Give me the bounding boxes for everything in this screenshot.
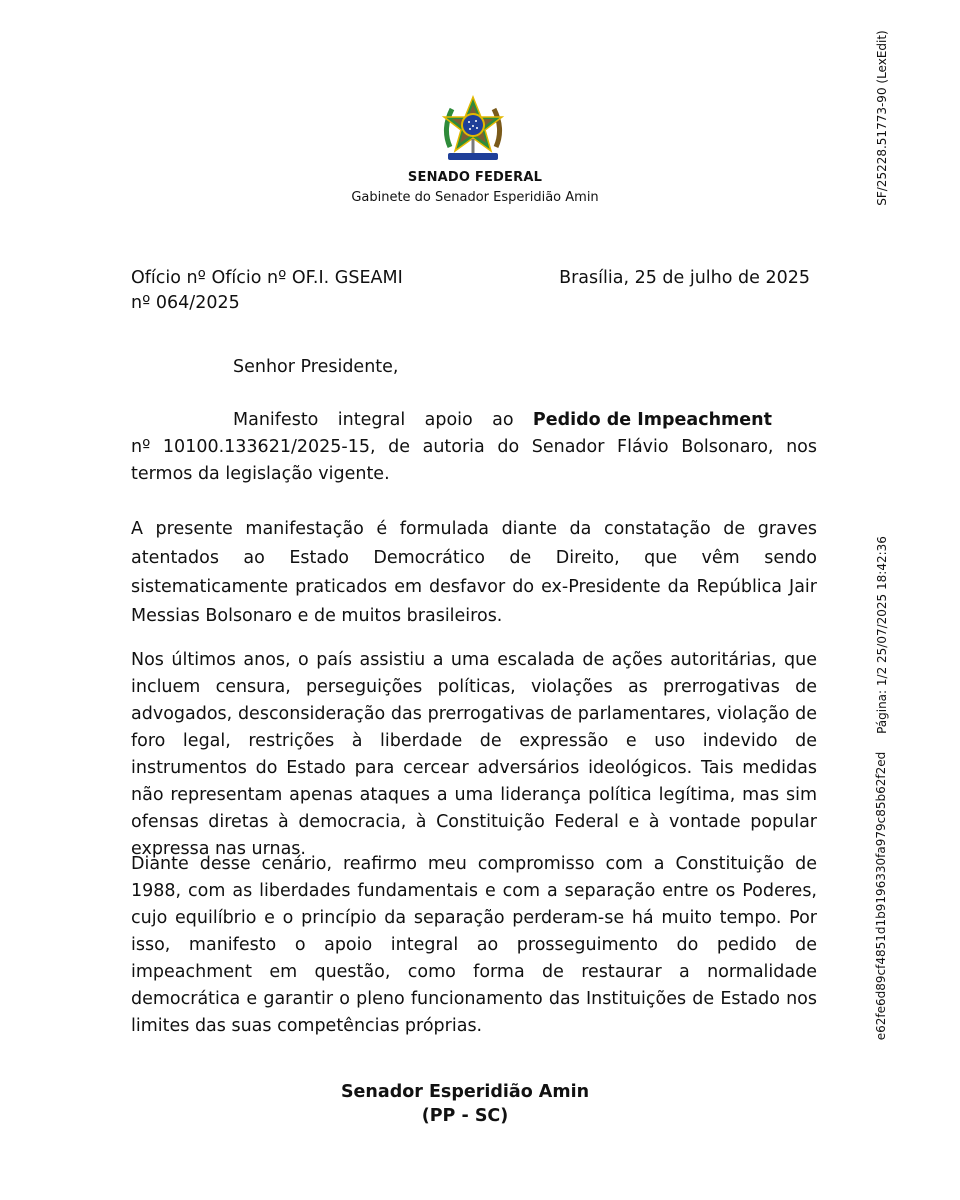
paragraph-support-first-line <box>131 407 817 434</box>
signature-name: Senador Esperidião Amin <box>340 1082 590 1102</box>
salutation: Senhor Presidente, <box>233 357 399 377</box>
word: apoio <box>424 410 473 430</box>
impeachment-request-title: Pedido de Impeachment <box>532 410 772 430</box>
paragraph-commitment: Diante desse cenário, reafirmo meu compromisso com a Constituição de 1988, com as liberdades fundamentais e com a separação entre os Poderes, cujo equilíbrio e o princípio da separação perderam-se há muito tempo. Por isso, manifesto o apoio integral ao prosseguimento do pedido de impeachment em questão, como forma de restaurar a normalidade democrática e garantir o pleno funcionamento das Instituições de Estado nos limites das suas competências próprias. <box>131 854 817 1036</box>
page-info: Página: 1/2 25/07/2025 18:42:36 <box>875 536 889 734</box>
word: Manifesto <box>233 410 319 430</box>
word: ao <box>492 410 514 430</box>
coat-of-arms-emblem <box>440 95 506 163</box>
paragraph-support <box>131 407 817 488</box>
institution-title: SENADO FEDERAL <box>407 170 543 185</box>
letter-date: Brasília, 25 de julho de 2025 <box>559 268 810 288</box>
signature-party: (PP - SC) <box>421 1106 509 1126</box>
paragraph-support-rest: nº 10100.133621/2025-15, de autoria do Senador Flávio Bolsonaro, nos termos da legislação vigente. <box>131 437 817 484</box>
paragraph-actions: Nos últimos anos, o país assistiu a uma escalada de ações autoritárias, que incluem censura, perseguições políticas, violações as prerrogativas de advogados, desconsideração das prerrogativas de parlamentares, violação de foro legal, restrições à liberdade de expressão e uso indevido de instrumentos do Estado para cercear adversários ideológicos. Tais medidas não representam apenas ataques a uma liderança política legítima, mas sim ofensas diretas à democracia, à Constituição Federal e à vontade popular expressa nas urnas. <box>131 650 817 859</box>
office-subtitle: Gabinete do Senador Esperidião Amin <box>351 190 599 205</box>
document-code: SF/25228.51773-90 (LexEdit) <box>875 30 889 206</box>
word: integral <box>337 410 406 430</box>
document-hash: e62fe6d89cf4851d1b9196330fa979c85b62f2ed <box>874 751 888 1041</box>
letter-reference: Ofício nº Ofício nº OF.I. GSEAMI nº 064/2025 <box>131 268 403 313</box>
paragraph-context: A presente manifestação é formulada diante da constatação de graves atentados ao Estado Democrático de Direito, que vêm sendo sistematicamente praticados em desfavor do ex-Presidente da República Jair Messias Bolsonaro e de muitos brasileiros. <box>131 519 817 626</box>
